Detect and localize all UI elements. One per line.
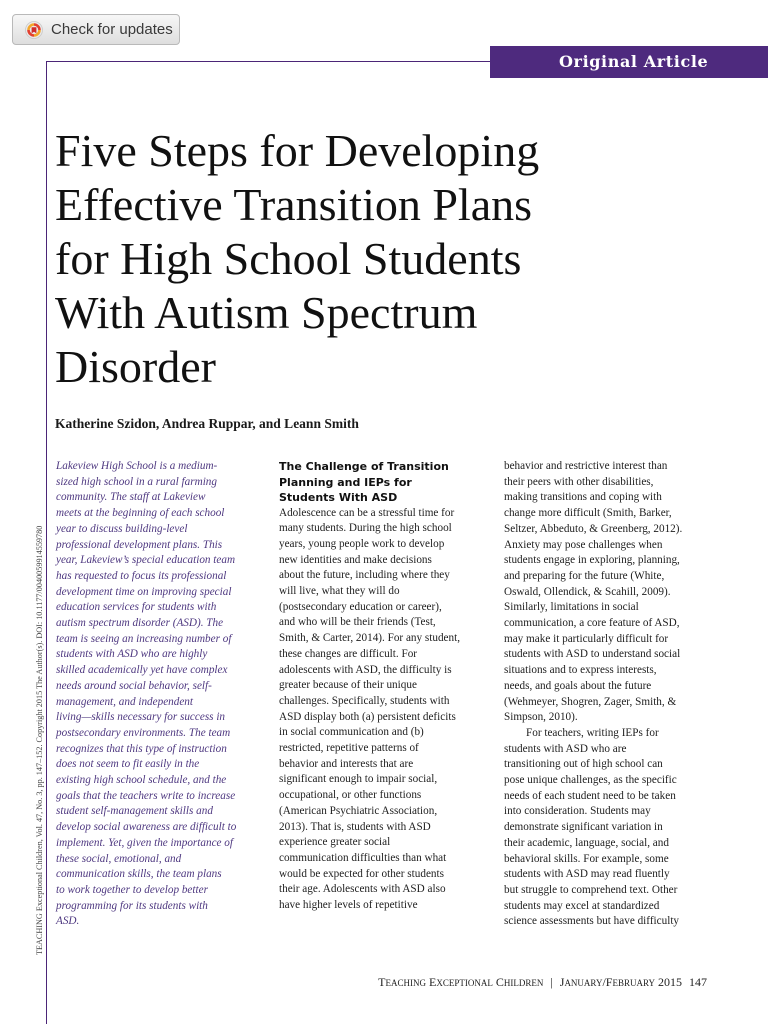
text-line: implement. Yet, given the importance of [56, 836, 233, 849]
text-line: Adolescence can be a stressful time for [279, 506, 455, 519]
citation-sidebar [28, 445, 42, 955]
body-paragraph [504, 459, 714, 726]
title-line: With Autism Spectrum [55, 287, 478, 338]
text-line: students with ASD who are highly [56, 648, 208, 661]
text-line: many students. During the high school [279, 522, 452, 535]
text-line: to work together to develop better [56, 883, 208, 896]
text-line: behavior and interests that are [279, 757, 414, 770]
text-line: in social communication and (b) [279, 726, 424, 739]
text-line: students with ASD to understand social [504, 648, 681, 661]
text-line: adolescents with ASD, the difficulty is [279, 663, 452, 676]
text-line: management, and independent [56, 695, 194, 708]
text-line: meets at the beginning of each school [56, 507, 225, 520]
text-line: Students With ASD [279, 491, 398, 504]
text-line: these social, emotional, and [56, 852, 182, 865]
text-line: recognizes that this type of instruction [56, 742, 227, 755]
text-line: and who will be their friends (Test, [279, 616, 436, 629]
title-line: for High School Students [55, 233, 522, 284]
text-line: Similarly, limitations in social [504, 601, 639, 614]
text-line: making transitions and coping with [504, 491, 662, 504]
check-for-updates-icon [25, 21, 43, 39]
text-line: postsecondary environments. The team [56, 726, 231, 739]
text-line: professional development plans. This [56, 538, 223, 551]
text-line: ASD. [56, 915, 80, 928]
text-line: 2013). That is, students with ASD [279, 820, 431, 833]
check-for-updates-button[interactable] [12, 14, 180, 45]
text-line: Simpson, 2010). [504, 711, 578, 724]
author-list: Katherine Szidon, Andrea Ruppar, and Leann Smith [55, 416, 359, 431]
text-line: communication difficulties than what [279, 851, 447, 864]
text-line: restricted, repetitive patterns of [279, 742, 419, 755]
text-line: students engage in exploring, planning, [504, 554, 680, 567]
text-line: about the future, including where they [279, 569, 450, 582]
text-line: student self-management skills and [56, 805, 213, 818]
text-line: team is seeing an increasing number of [56, 632, 232, 645]
text-line: programming for its students with [56, 899, 208, 912]
citation-text: TEACHING Exceptional Children, Vol. 47, No. 3, pp. 147–152. Copyright 2015 The Author(s). DOI: 10.1177/0040059914559780 [35, 525, 44, 955]
text-line: students with ASD who are [504, 742, 627, 755]
vignette-paragraph [56, 459, 262, 930]
article-type-banner: Original Article [490, 46, 768, 78]
text-line: communication, a core feature of ASD, [504, 617, 680, 630]
text-line: have higher levels of repetitive [279, 899, 418, 912]
text-line: pose unique challenges, as the specific [504, 774, 677, 787]
page-number: 147 [689, 975, 707, 989]
text-line: ASD display both (a) persistent deficits [279, 710, 456, 723]
text-line: students may excel at standardized [504, 899, 660, 912]
title-line: Disorder [55, 341, 216, 392]
frame-top-rule [46, 61, 490, 62]
footer-separator: | [550, 975, 553, 989]
text-line: Anxiety may pose challenges when [504, 538, 663, 551]
text-line: education services for students with [56, 601, 217, 614]
text-line: needs of each student need to be taken [504, 789, 676, 802]
text-line: has requested to focus its professional [56, 569, 227, 582]
text-line: new identities and make decisions [279, 553, 432, 566]
page-footer [378, 975, 707, 990]
article-title [55, 124, 675, 394]
text-line: skilled academically yet have complex [56, 664, 228, 677]
journal-name: TEACHING EXCEPTIONAL CHILDREN [378, 975, 544, 989]
text-line: Seltzer, Abbeduto, & Greenberg, 2012). [504, 522, 683, 535]
text-line: experience greater social [279, 836, 391, 849]
vignette-column [56, 459, 262, 930]
text-line: The Challenge of Transition [279, 460, 449, 473]
text-line: communication skills, the team plans [56, 868, 222, 881]
text-line: behavioral skills. For example, some [504, 852, 669, 865]
text-line: science assessments but have difficulty [504, 915, 680, 928]
text-line: development time on improving special [56, 585, 232, 598]
text-line: year, Lakeview’s special education team [56, 554, 236, 567]
text-line: these changes are difficult. For [279, 647, 418, 660]
text-line: their peers with other disabilities, [504, 475, 654, 488]
text-line: transitioning out of high school can [504, 758, 663, 771]
text-line: occupational, or other functions [279, 789, 422, 802]
text-line: Oswald, Ollendick, & Scahill, 2009). [504, 585, 671, 598]
check-for-updates-label: Check for updates [51, 21, 173, 38]
text-line: Lakeview High School is a medium- [56, 460, 218, 472]
text-line: behavior and restrictive interest than [504, 460, 668, 472]
text-line: their academic, language, social, and [504, 836, 669, 849]
text-line: community. The staff at Lakeview [56, 491, 206, 504]
text-line: demonstrate significant variation in [504, 821, 663, 834]
text-line: will live, what they will do [279, 585, 400, 598]
text-line: situations and to express interests, [504, 664, 657, 677]
text-line: For teachers, writing IEPs for [526, 726, 659, 739]
text-line: (postsecondary education or career), [279, 600, 442, 613]
text-line: autism spectrum disorder (ASD). The [56, 617, 224, 630]
text-line: needs around social behavior, self- [56, 679, 212, 692]
text-line: living—skills necessary for success in [56, 711, 226, 724]
frame-left-rule [46, 61, 47, 1024]
text-line: year to discuss building-level [56, 522, 188, 535]
text-line: needs, and goals about the future [504, 679, 652, 692]
text-line: would be expected for other students [279, 867, 444, 880]
text-line: may make it particularly difficult for [504, 632, 669, 645]
body-column-right [504, 459, 714, 930]
text-line: their age. Adolescents with ASD also [279, 883, 446, 896]
text-line: but struggle to comprehend text. Other [504, 883, 678, 896]
title-line: Five Steps for Developing [55, 125, 540, 176]
text-line: existing high school schedule, and the [56, 774, 227, 787]
text-line: and preparing for the future (White, [504, 569, 665, 582]
text-line: Planning and IEPs for [279, 475, 412, 489]
text-line: (American Psychiatric Association, [279, 804, 438, 817]
text-line: Smith, & Carter, 2014). For any student, [279, 632, 461, 645]
text-line: students with ASD may read fluently [504, 868, 670, 881]
body-column-left [279, 459, 481, 914]
text-line: into consideration. Students may [504, 805, 651, 818]
section-heading [279, 459, 481, 506]
body-paragraph [279, 506, 481, 914]
text-line: goals that the teachers write to increase [56, 789, 236, 802]
text-line: significant enough to impair social, [279, 773, 438, 786]
text-line: (Wehmeyer, Shogren, Zager, Smith, & [504, 695, 677, 708]
text-line: challenges. Specifically, students with [279, 694, 450, 707]
text-line: develop social awareness are difficult to [56, 821, 237, 834]
body-paragraph [504, 726, 714, 930]
text-line: years, young people work to develop [279, 537, 445, 550]
title-line: Effective Transition Plans [55, 179, 533, 230]
text-line: does not seem to fit easily in the [56, 758, 200, 771]
issue-date: JANUARY/FEBRUARY 2015 [559, 975, 682, 989]
text-line: greater because of their unique [279, 679, 417, 692]
text-line: change more difficult (Smith, Barker, [504, 507, 672, 520]
text-line: sized high school in a rural farming [56, 475, 217, 488]
